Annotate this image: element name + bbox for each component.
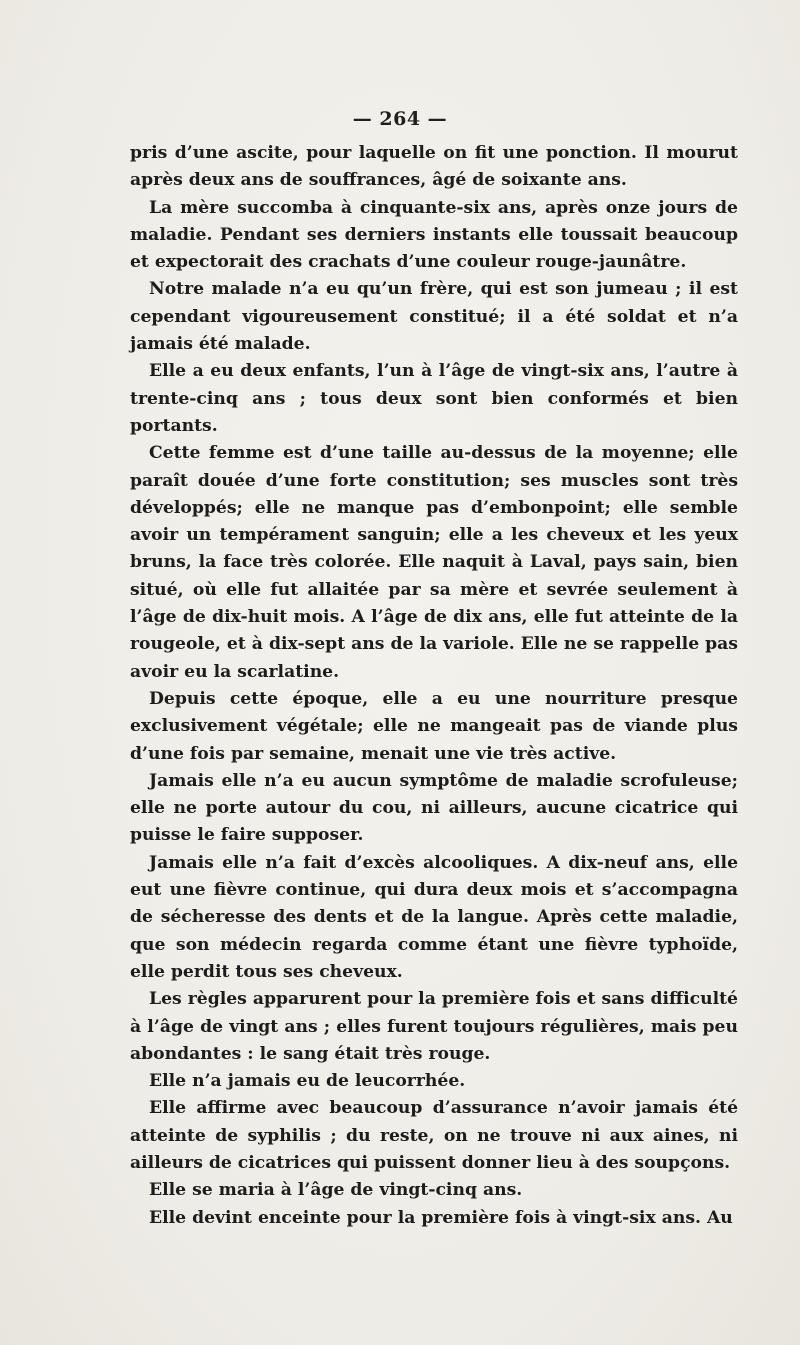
paragraph-2: La mère succomba à cinquante-six ans, après onze jours de maladie. Pendant ses derniers instants elle toussait beaucoup et expectorait des crachats d’une couleur rouge-jaunâtre. xyxy=(130,197,738,273)
paragraph-4: Elle a eu deux enfants, l’un à l’âge de vingt-six ans, l’autre à trente-cinq ans ; tous deux sont bien conformés et bien portants. xyxy=(130,361,738,436)
paragraph-8: Jamais elle n’a fait d’excès alcooliques. A dix-neuf ans, elle eut une fièvre continue, qui dura deux mois et s’accompagna de sécheresse des dents et de la langue. Après cette maladie, que son médecin regarda comme étant une fièvre typhoïde, elle perdit tous ses cheveux. xyxy=(130,852,738,982)
paragraph-9: Les règles apparurent pour la première fois et sans difficulté à l’âge de vingt ans ; elles furent toujours régulières, mais peu abondantes : le sang était très rouge. xyxy=(130,989,738,1064)
paragraph-10: Elle n’a jamais eu de leucorrhée. xyxy=(149,1071,466,1092)
paragraph-5: Cette femme est d’une taille au-dessus de la moyenne; elle paraît douée d’une forte constitution; ses muscles sont très développés; elle ne manque pas d’embonpoint; elle semble avoir un tempérament sanguin; elle a les cheveux et les yeux bruns, la face très colorée. Elle naquit à Laval, pays sain, bien situé, où elle fut allaitée par sa mère et sevrée seulement à l’âge de dix-huit mois. A l’âge de dix ans, elle fut atteinte de la rougeole, et à dix-sept ans de la variole. Elle ne se rappelle pas avoir eu la scarlatine. xyxy=(130,443,738,682)
paragraph-6: Depuis cette époque, elle a eu une nourriture presque exclusivement végétale; elle ne mangeait pas de viande plus d’une fois par semaine, menait une vie très active. xyxy=(130,688,738,764)
paragraph-11: Elle affirme avec beaucoup d’assurance n’avoir jamais été atteinte de syphilis ; du reste, on ne trouve ni aux aines, ni ailleurs de cicatrices qui puissent donner lieu à des soupçons. xyxy=(130,1098,738,1173)
paragraph-7: Jamais elle n’a eu aucun symptôme de maladie scrofuleuse; elle ne porte autour du cou, ni ailleurs, aucune cicatrice qui puisse le faire supposer. xyxy=(130,770,738,846)
paragraph-3: Notre malade n’a eu qu’un frère, qui est son jumeau ; il est cependant vigoureusement constitué; il a été soldat et n’a jamais été malade. xyxy=(130,279,738,355)
paragraph-13: Elle devint enceinte pour la première fois à vingt-six ans. Au xyxy=(149,1207,733,1228)
paragraph-12: Elle se maria à l’âge de vingt-cinq ans. xyxy=(149,1180,523,1201)
body-text xyxy=(130,140,738,1232)
page-number: — 264 — xyxy=(352,108,448,130)
paragraph-1: pris d’une ascite, pour laquelle on fit une ponction. Il mourut après deux ans de souffrances, âgé de soixante ans. xyxy=(130,143,738,191)
